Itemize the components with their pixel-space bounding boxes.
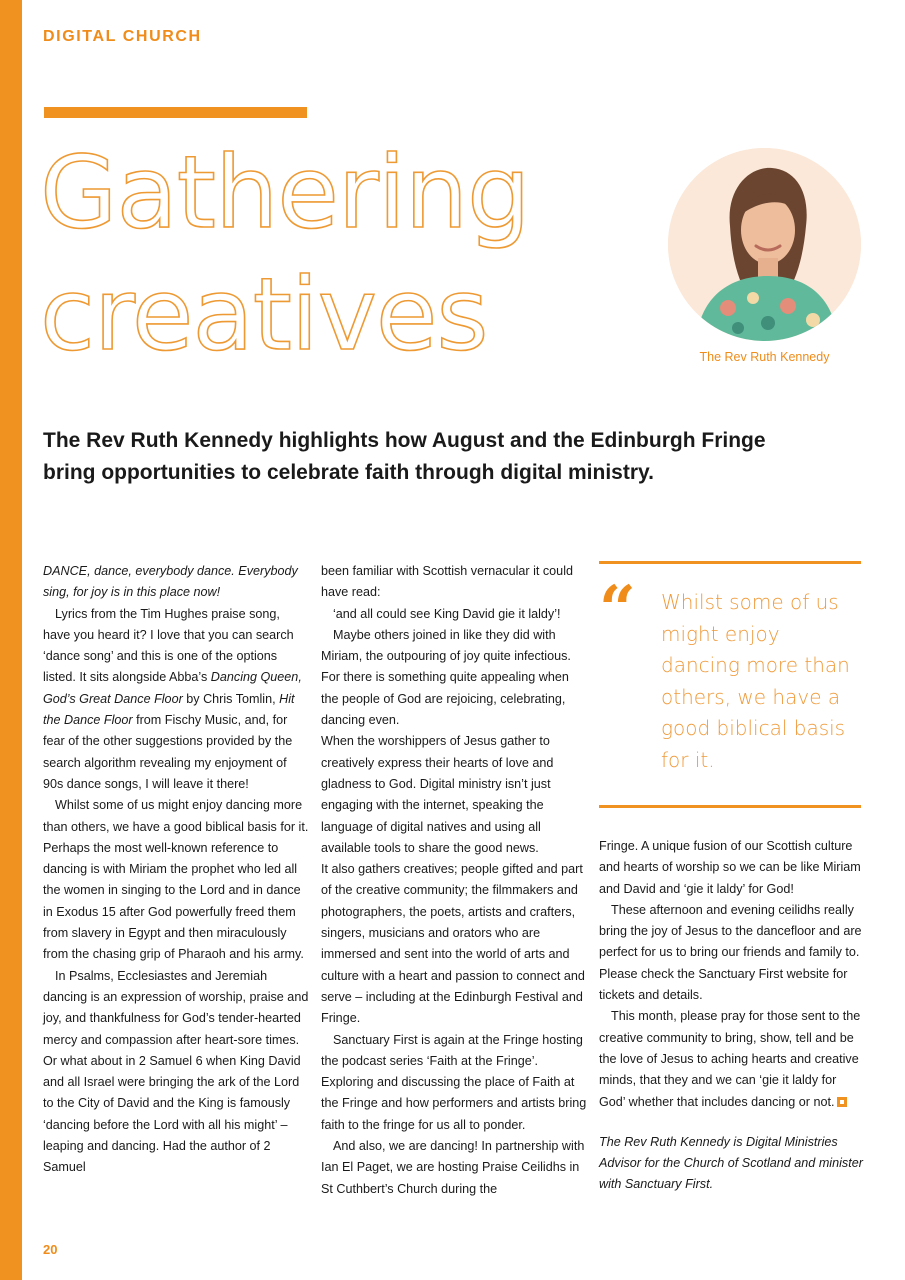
opening-lyric-text: DANCE, dance, everybody dance. Everybody sing, for joy is in this place now!: [43, 564, 298, 600]
body-column-1: [43, 561, 309, 1179]
side-accent-bar: [0, 0, 22, 1280]
portrait-illustration: [668, 148, 861, 341]
open-quote-icon: “: [599, 572, 636, 647]
page-number: 20: [43, 1242, 58, 1257]
paragraph: Whilst some of us might enjoy dancing more than others, we have a good biblical basis for it. Perhaps the most well-known reference to dancing is with Miriam the prophet who led all the women in singing to the Lord and in dance in Exodus 15 after God powerfully freed them from slavery in Egypt and then miraculously from the chasing grip of Pharaoh and his army.: [43, 798, 309, 962]
paragraph: It also gathers creatives; people gifted and part of the creative community; the filmmakers and photographers, the poets, artists and crafters, singers, musicians and orators who are immersed and sent into the world of arts and culture with a heart and passion to connect and serve – including at the Edinburgh Festival and Fringe.: [321, 862, 585, 1026]
paragraph: Sanctuary First is again at the Fringe hosting the podcast series ‘Faith at the Fringe’. Exploring and discussing the place of Faith at the Fringe and how performers and artists bring faith to the fringe for us all to ponder.: [321, 1032, 587, 1132]
pull-quote: [599, 561, 861, 808]
title-rule: [44, 107, 307, 118]
title-reference: Dancing Queen, God’s Great Dance Floor: [43, 670, 302, 706]
title-line-1: Gathering: [40, 134, 530, 251]
section-label: DIGITAL CHURCH: [43, 28, 202, 45]
paragraph: When the worshippers of Jesus gather to creatively express their hearts of love and gladness to God. Digital ministry isn’t just engaging with the internet, speaking the language of digital natives and using all available tools to share the good news.: [321, 734, 554, 855]
paragraph: [599, 1006, 863, 1112]
author-bio: The Rev Ruth Kennedy is Digital Ministries Advisor for the Church of Scotland and minister with Sanctuary First.: [599, 1134, 863, 1192]
paragraph: Fringe. A unique fusion of our Scottish culture and hearts of worship so we can be like Miriam and David and ‘gie it laldy’ for God!: [599, 839, 861, 896]
paragraph-text: This month, please pray for those sent to the creative community to bring, show, tell and be the love of Jesus to aching hearts and creative minds, that they and we can ‘gie it laldy for God’ whether that includes dancing or not.: [599, 1009, 861, 1109]
title-line-2: creatives: [40, 256, 488, 373]
paragraph-text: Lyrics from the Tim Hughes praise song, have you heard it? I love that you can search ‘dance song’ and this is one of the options listed. It sits alongside Abba’s: [43, 606, 294, 685]
paragraph-text: from Fischy Music, and, for fear of the other suggestions provided by the search algorithm revealing my enjoyment of 90s dance songs, I will leave it there!: [43, 713, 293, 791]
end-of-article-icon: [837, 1097, 847, 1107]
paragraph: And also, we are dancing! In partnership with Ian El Paget, we are hosting Praise Ceilidhs in St Cuthbert’s Church during the: [321, 1139, 585, 1196]
standfirst: The Rev Ruth Kennedy highlights how August and the Edinburgh Fringe bring opportunities to celebrate faith through digital ministry.: [43, 429, 766, 484]
paragraph: been familiar with Scottish vernacular it could have read:: [321, 564, 573, 600]
author-portrait: [668, 148, 861, 341]
paragraph: Maybe others joined in like they did with Miriam, the outpouring of joy quite infectious. For there is something quite appealing when the people of God are rejoicing, celebrating, dancing even.: [321, 627, 571, 728]
paragraph: [43, 604, 309, 796]
title-reference: Hit the Dance Floor: [43, 691, 295, 728]
opening-lyric: [43, 561, 309, 604]
paragraph: In Psalms, Ecclesiastes and Jeremiah dancing is an expression of worship, praise and joy, and thankfulness for God’s tender-hearted mercy and compassion after heart-sore times. Or what about in 2 Samuel 6 when King David and all Israel were bringing the ark of the Lord to the City of David and the King is famously ‘dancing before the Lord with all his might’ – leaping and dancing. Had the author of 2 Samuel: [43, 968, 309, 1175]
paragraph-text: by Chris Tomlin,: [182, 691, 280, 706]
portrait-caption: The Rev Ruth Kennedy: [699, 350, 830, 364]
body-column-3: [599, 836, 863, 1196]
article-title: [40, 132, 530, 376]
paragraph: ‘and all could see King David gie it laldy’!: [333, 606, 561, 621]
paragraph: These afternoon and evening ceilidhs really bring the joy of Jesus to the dancefloor and are perfect for us to bring our friends and family to. Please check the Sanctuary First website for tickets and details.: [599, 902, 862, 1003]
pull-quote-text: Whilst some of us might enjoy dancing more than others, we have a good biblical basis for it.: [661, 590, 850, 772]
body-column-2: [321, 561, 587, 1200]
